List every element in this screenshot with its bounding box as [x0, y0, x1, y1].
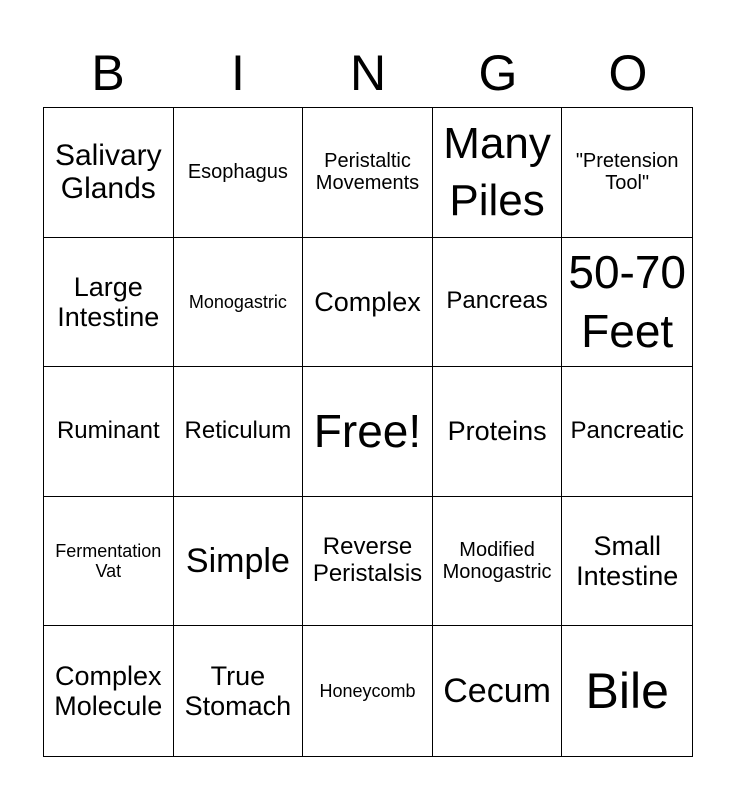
cell-label: Esophagus: [187, 161, 288, 184]
cell-label: Reticulum: [184, 417, 292, 445]
bingo-cell[interactable]: [433, 626, 563, 756]
cell-label: Peristaltic Movements: [315, 149, 420, 195]
bingo-cell[interactable]: [562, 497, 692, 627]
bingo-cell[interactable]: [562, 238, 692, 368]
bingo-cell[interactable]: [433, 497, 563, 627]
bingo-cell[interactable]: [433, 238, 563, 368]
cell-label: Pancreas: [446, 287, 548, 315]
bingo-cell[interactable]: [174, 108, 304, 238]
cell-label: Monogastric: [188, 291, 287, 312]
cell-label: Complex: [314, 286, 421, 317]
header-letter-i: I: [231, 45, 245, 101]
bingo-cell[interactable]: [303, 238, 433, 368]
cell-label: Modified Monogastric: [442, 538, 552, 584]
bingo-cell[interactable]: [303, 108, 433, 238]
cell-label: Bile: [585, 663, 669, 720]
cell-label: Many Piles: [443, 119, 551, 226]
cell-label: Free!: [313, 404, 422, 457]
header-letter-g: G: [478, 45, 518, 101]
bingo-cell[interactable]: [44, 497, 174, 627]
bingo-cell[interactable]: [174, 497, 304, 627]
cell-label: Pancreatic: [570, 417, 684, 445]
cell-label: True Stomach: [184, 660, 292, 722]
cell-label: "Pretension Tool": [575, 149, 679, 195]
cell-label: 50-70 Feet: [568, 246, 687, 357]
cell-label: Proteins: [447, 416, 547, 447]
cell-label: Large Intestine: [57, 271, 160, 332]
bingo-cell[interactable]: [44, 108, 174, 238]
bingo-cell[interactable]: [174, 626, 304, 756]
bingo-cell[interactable]: [174, 238, 304, 368]
bingo-cell[interactable]: [44, 626, 174, 756]
header-letter-n: N: [349, 45, 387, 101]
cell-label: Ruminant: [56, 417, 160, 445]
bingo-cell[interactable]: [44, 238, 174, 368]
cell-label: Reverse Peristalsis: [312, 533, 423, 588]
cell-label: Salivary Glands: [54, 138, 162, 206]
cell-label: Small Intestine: [576, 530, 679, 592]
bingo-cell[interactable]: [562, 367, 692, 497]
bingo-cell[interactable]: [44, 367, 174, 497]
cell-label: Simple: [185, 542, 290, 581]
bingo-cell[interactable]: [303, 626, 433, 756]
bingo-header: [43, 40, 693, 106]
bingo-cell[interactable]: [562, 626, 692, 756]
bingo-cell[interactable]: [433, 108, 563, 238]
bingo-cell[interactable]: [562, 108, 692, 238]
free-space-cell[interactable]: [303, 367, 433, 497]
header-letter-b: B: [91, 45, 125, 101]
bingo-cell[interactable]: [433, 367, 563, 497]
header-letter-o: O: [608, 45, 648, 101]
cell-label: Fermentation Vat: [55, 540, 162, 582]
cell-label: Honeycomb: [319, 681, 416, 702]
cell-label: Complex Molecule: [54, 660, 163, 722]
cell-label: Cecum: [443, 672, 551, 711]
bingo-cell[interactable]: [174, 367, 304, 497]
bingo-cell[interactable]: [303, 497, 433, 627]
bingo-board: [43, 107, 693, 757]
